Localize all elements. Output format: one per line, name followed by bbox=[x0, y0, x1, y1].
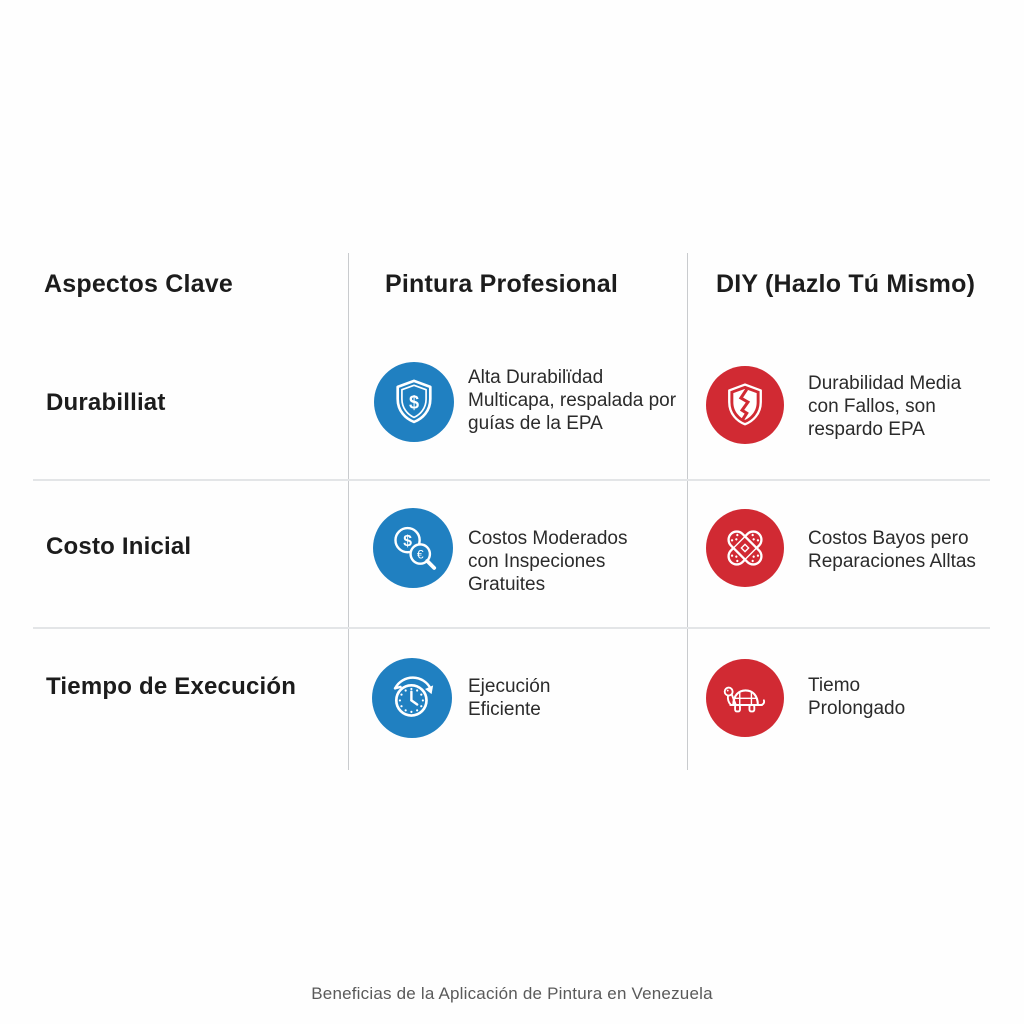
page-caption: Beneficias de la Aplicación de Pintura en Venezuela bbox=[311, 984, 713, 1003]
cell-pro-costo bbox=[468, 527, 627, 596]
shield-dollar-icon bbox=[374, 362, 454, 442]
cell-diy-durabilidad bbox=[808, 372, 961, 441]
svg-text:$: $ bbox=[403, 533, 412, 551]
cell-line: con Inspeciones bbox=[468, 551, 606, 572]
header-diy: DIY (Hazlo Tú Mismo) bbox=[716, 270, 976, 298]
cell-line: Prolongado bbox=[808, 698, 906, 719]
cell-pro-durabilidad bbox=[468, 366, 676, 435]
row-label-durabilidad: Durabilliat bbox=[46, 389, 166, 416]
row-divider-2 bbox=[33, 627, 990, 629]
cell-line: Gratuites bbox=[468, 574, 546, 595]
column-divider-left bbox=[348, 253, 349, 770]
cell-line: Ejecución bbox=[468, 676, 551, 697]
row-divider-1 bbox=[33, 479, 990, 481]
cell-diy-tiempo bbox=[808, 674, 905, 720]
header-aspectos-clave: Aspectos Clave bbox=[44, 270, 233, 298]
cell-line: Reparaciones Alltas bbox=[808, 551, 976, 572]
coin-magnifier-icon bbox=[373, 508, 453, 588]
header-pintura-profesional: Pintura Profesional bbox=[385, 270, 619, 298]
cell-line: Durabilidad Media bbox=[808, 373, 962, 394]
cell-line: Tiemo bbox=[808, 675, 861, 696]
row-label-tiempo: Tiempo de Execución bbox=[46, 673, 297, 700]
turtle-icon bbox=[706, 659, 784, 737]
crossed-bandages-icon bbox=[706, 509, 784, 587]
cell-pro-tiempo bbox=[468, 675, 550, 721]
cell-line: guías de la EPA bbox=[468, 413, 603, 434]
cell-line: respardo EPA bbox=[808, 419, 925, 440]
cell-line: Costos Bayos pero bbox=[808, 528, 969, 549]
cracked-shield-icon bbox=[706, 366, 784, 444]
svg-text:$: $ bbox=[408, 392, 420, 413]
column-divider-right bbox=[687, 253, 688, 770]
svg-text:€: € bbox=[416, 547, 424, 562]
cell-line: con Fallos, son bbox=[808, 396, 936, 417]
cell-line: Eficiente bbox=[468, 699, 541, 720]
cell-line: Costos Moderados bbox=[468, 528, 628, 549]
cell-line: Multicapa, respalada por bbox=[468, 390, 677, 411]
row-label-costo-inicial: Costo Inicial bbox=[46, 533, 192, 560]
cell-diy-costo bbox=[808, 527, 976, 573]
clock-arrow-icon bbox=[372, 658, 452, 738]
cell-line: Alta Durabilïdad bbox=[468, 367, 604, 388]
